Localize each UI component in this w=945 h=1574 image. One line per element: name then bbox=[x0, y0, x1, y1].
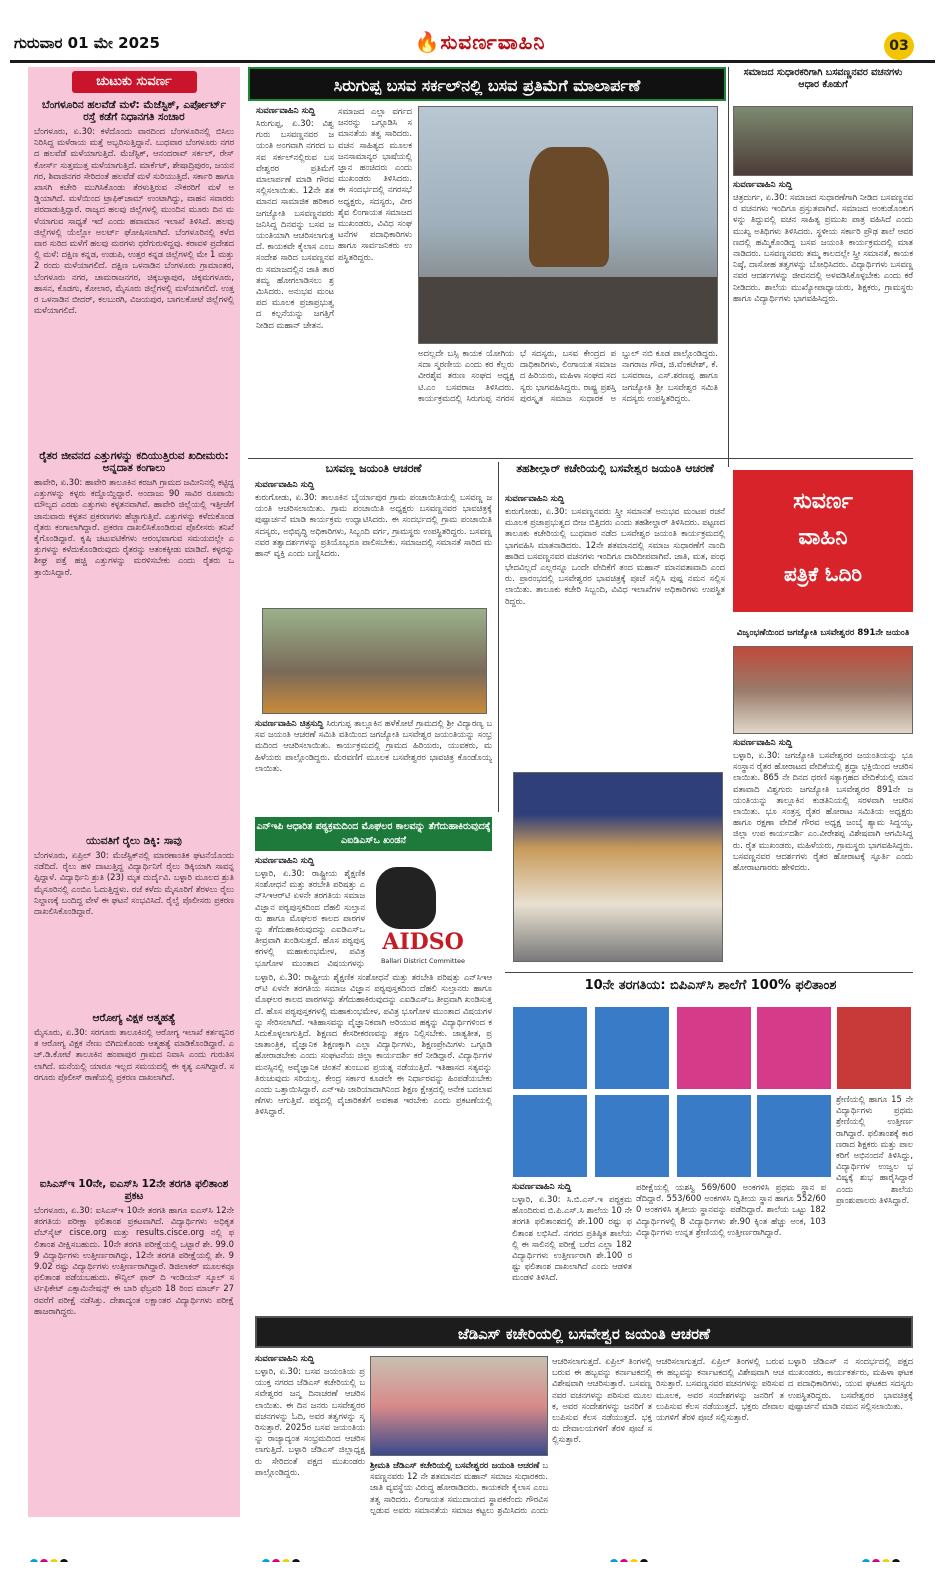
brief-title: ಐಸಿಎಸ್‌ಇ 10ನೇ, ಐಎಸ್‌ಸಿ 12ನೇ ತರಗತಿ ಫಲಿತಾಂಶ ಪ್ರಕಟ bbox=[39, 1178, 229, 1202]
village-celebration-photo bbox=[262, 608, 487, 714]
byline: ಸುವರ್ಣವಾಹಿನಿ ಸುದ್ದಿ bbox=[255, 1354, 315, 1364]
brief-body: ಬೆಂಗಳೂರು, ಏ.30: ಕಳೆದೊಂದು ವಾರದಿಂದ ಬೆಂಗಳೂರಿನಲ್ಲಿ ಬಿಸಿಲು ನಿರಿಸಿದ್ದ ಮಳೆರಾಯ ಮತ್ತೆ ಅಬ್ಬರಿಸುತ್ತಿದ್ದಾನೆ. ಬುಧವಾರ ಬೆಂಗಳೂರು ನಗರದ ಹಲವೆಡೆ ಮಳೆಯಾಗುತ್ತಿದೆ. ಮೆಜೆಸ್ಟಿಕ್, ಆನಂದರಾವ್ ಸರ್ಕಲ್, ರೇಸ್ ಕೋರ್ಸ್ ಸುತ್ತಮುತ್ತ ಮಳೆಯಾಗುತ್ತಿದೆ. ಮಾರ್ಕೆಟ್, ಶೇಷಾದ್ರಿಪುರಂ, ಜಯನಗರ, ಶಿವಾಜಿನಗರ ಸೇರಿದಂತೆ ಹಲವೆಡೆ ಮಳೆ ಸುರಿಯುತ್ತಿದೆ. ಸರ್ಕಾರಿ ಹಾಗೂ ಖಾಸಗಿ ಕಚೇರಿ ಮುಗಿಸಿಕೊಂಡು ತೆರಳುತ್ತಿರುವ ನೌಕರರಿಗೆ ಮಳೆ ಅಡ್ಡಿಯಾಗಿದೆ. ಮಳೆಯಿಂದ ಟ್ರಾಫಿಕ್‌ಜಾಮ್ ಉಂಟಾಗಿದ್ದು, ವಾಹನ ಸವಾರರು ಪರದಾಡುತ್ತಿದ್ದಾರೆ. ರಾಜ್ಯದ ಹಲವು ಜಿಲ್ಲೆಗಳಲ್ಲಿ ಮುಂದಿನ ಮೂರು ದಿನ ಮಳೆಯಾಗುವ ಸಾಧ್ಯತೆ ಇದೆ ಎಂದು ಹವಾಮಾನ ಇಲಾಖೆ ತಿಳಿಸಿದೆ. ಹಲವು ಜಿಲ್ಲೆಗಳಲ್ಲಿ ಯೆಲ್ಲೋ ಅಲರ್ಟ್ ಘೋಷಿಸಲಾಗಿದೆ. ಬೆಂಗಳೂರಿನಲ್ಲಿ ಕಳೆದ ವಾರ ಸುರಿದ ಮಳೆಗೆ ಹಲವು ಮರಗಳು ಧರೆಗುರುಳಿದ್ದವು. ಕರಾವಳಿ ಪ್ರದೇಶದಲ್ಲಿ ಮಳೆ: ದಕ್ಷಿಣ ಕನ್ನಡ, ಉಡುಪಿ, ಉತ್ತರ ಕನ್ನಡ ಜಿಲ್ಲೆಗಳಲ್ಲಿ ಮೇ 1 ಮತ್ತು 2 ರಂದು ಮಳೆಯಾಗಲಿದೆ. ದಕ್ಷಿಣ ಒಳನಾಡಿನ ಬೆಂಗಳೂರು ಗ್ರಾಮಾಂತರ, ಬೆಂಗಳೂರು ನಗರ, ಚಾಮರಾಜನಗರ, ಚಿಕ್ಕಬಳ್ಳಾಪುರ, ಚಿಕ್ಕಮಗಳೂರು, ಹಾಸನ, ಕೊಡಗು, ಕೋಲಾರ, ಮೈಸೂರು ಜಿಲ್ಲೆಗಳಲ್ಲಿ ಮಳೆಯಾಗಲಿದೆ. ಉತ್ತರ ಒಳನಾಡಿನ ಬೀದರ್, ಕಲಬುರಗಿ, ವಿಜಯಪುರ, ಬಾಗಲಕೋಟೆ ಜಿಲ್ಲೆಗಳಲ್ಲಿ ಮಳೆಯಾಗಲಿದೆ. bbox=[34, 126, 234, 316]
tahsildar-title: ತಹಶೀಲ್ದಾರ್ ಕಚೇರಿಯಲ್ಲಿ ಬಸವೇಶ್ವರ ಜಯಂತಿ ಆಚರಣೆ bbox=[516, 462, 714, 475]
tahsildar-body: ಕುರುಗೋಡು, ಏ.30: ಬಸವಣ್ಣನವರು ಸ್ತ್ರೀ ಸಮಾನತೆ ಅನುಭವ ಮಂಟಪ ರಚನೆ ಮೂಲಕ ಪ್ರಜಾಪ್ರಭುತ್ವದ ಬೀಜ ಬಿತ್ತಿದರು ಎಂದು ತಹಶೀಲ್ದಾರ್ ತಿಳಿಸಿದರು. ಪಟ್ಟಣದ ತಾಲೂಕು ಕಚೇರಿಯಲ್ಲಿ ಬುಧವಾರ ನಡೆದ ಬಸವೇಶ್ವರ ಜಯಂತಿ ಕಾರ್ಯಕ್ರಮದಲ್ಲಿ ಭಾಗವಹಿಸಿ ಮಾತನಾಡಿದರು. 12ನೇ ಶತಮಾನದಲ್ಲಿ ಸಮಾಜ ಸುಧಾರಣೆಗೆ ನಾಂದಿ ಹಾಡಿದ ಬಸವಣ್ಣನವರ ವಚನಗಳು ಇಂದಿಗೂ ದಾರಿದೀಪವಾಗಿವೆ. ಜಾತಿ, ಮತ, ಪಂಥ ಭೇದವಿಲ್ಲದೆ ಎಲ್ಲರನ್ನೂ ಒಂದೇ ವೇದಿಕೆಗೆ ತಂದ ಮಹಾನ್ ಮಾನವತಾವಾದಿ ಎಂದರು. ಪ್ರಾರಂಭದಲ್ಲಿ ಬಸವೇಶ್ವರರ ಭಾವಚಿತ್ರಕ್ಕೆ ಪೂಜೆ ಸಲ್ಲಿಸಿ ಪುಷ್ಪ ನಮನ ಸಲ್ಲಿಸಲಾಯಿತು. ತಾಲೂಕು ಕಚೇರಿ ಸಿಬ್ಬಂದಿ, ವಿವಿಧ ಇಲಾಖೆಗಳ ಅಧಿಕಾರಿಗಳು ಉಪಸ್ಥಿತರಿದ್ದರು. bbox=[505, 506, 725, 606]
bpsc-body-col1: ಬಳ್ಳಾರಿ, ಏ.30: ಸಿ.ಬಿ.ಎಸ್.ಇ ಪಠ್ಯಕ್ರಮ ಹೊಂದಿರುವ ಬಿ.ಪಿ.ಎಸ್.ಸಿ ಶಾಲೆಯ 10 ನೇ ತರಗತಿ ಫಲಿತಾಂಶದಲ್ಲಿ ಶೇ.100 ರಷ್ಟು ಫಲಿತಾಂಶ ಲಭಿಸಿದೆ. ನಗರದ ಪ್ರತಿಷ್ಠಿತ ಶಾಲೆಯಲ್ಲಿ ಈ ಸಾಲಿನಲ್ಲಿ ಪರೀಕ್ಷೆ ಬರೆದ ಎಲ್ಲಾ 182 ವಿದ್ಯಾರ್ಥಿಗಳು ಉತ್ತೀರ್ಣರಾಗಿ ಶೇ.100 ರಷ್ಟು ಫಲಿತಾಂಶ ದಾಖಲಾಗಿದೆ ಎಂದು ಆಡಳಿತ ಮಂಡಳಿ ತಿಳಿಸಿದೆ. bbox=[512, 1194, 632, 1283]
aidso-logo-sub: Ballari District Committee bbox=[380, 957, 466, 965]
student-photo bbox=[756, 1006, 832, 1090]
lead-body-col1: ಸಿರುಗುಪ್ಪ, ಏ.30: ವಿಶ್ವ ಗುರು ಬಸವಣ್ಣನವರ ಜಯಂತಿ ಅಂಗವಾಗಿ ನಗರದ ಬಸವ ಸರ್ಕಲ್‌ನಲ್ಲಿರುವ ಬಸವೇಶ್ವರರ ಪ್ರತಿಮೆಗೆ ಮಾಲಾರ್ಪಣೆ ಮಾಡಿ ಗೌರವ ಸಲ್ಲಿಸಲಾಯಿತು. 12ನೇ ಶತಮಾನದ ಸಾಮಾಜಿಕ ಹರಿಕಾರ ಜಗಜ್ಯೋತಿ ಬಸವಣ್ಣನವರು ಜನಿಸಿದ್ದ ದಿನವನ್ನು ಬಸವ ಜಯಂತಿಯಾಗಿ ಆಚರಿಸಲಾಗುತ್ತದೆ. ಕಾಯಕವೇ ಕೈಲಾಸ ಎಂಬ ಸಂದೇಶ ಸಾರಿದ ಬಸವಣ್ಣನವರು ಸಮಾಜದಲ್ಲಿನ ಜಾತಿ ತಾರತಮ್ಯ ಹೋಗಲಾಡಿಸಲು ಶ್ರಮಿಸಿದರು. ಅನುಭವ ಮಂಟಪದ ಮೂಲಕ ಪ್ರಜಾಪ್ರಭುತ್ವದ ಕಲ್ಪನೆಯನ್ನು ಜಗತ್ತಿಗೆ ನೀಡಿದ ಮಹಾನ್ ಚೇತನ. bbox=[256, 118, 334, 330]
student-photo bbox=[512, 1006, 588, 1090]
briefs-badge: ಚುಟುಕು ಸುವರ್ಣ bbox=[72, 71, 197, 93]
byline: ಸುವರ್ಣವಾಹಿನಿ ಸುದ್ದಿ bbox=[256, 106, 316, 116]
ad-line: ಸುವರ್ಣ bbox=[793, 489, 853, 514]
brief-body: ಹಾವೇರಿ, ಏ.30: ಹಾವೇರಿ ತಾಲೂಕಿನ ಕರಜಗಿ ಗ್ರಾಮದ ಜಮೀನಿನಲ್ಲಿ ಕಟ್ಟಿದ್ದ ಎತ್ತುಗಳನ್ನು ಕಳ್ಳರು ಕದ್ದೊಯ್ದಿದ್ದಾರೆ. ಅಂದಾಜು 90 ಸಾವಿರ ರೂಪಾಯಿ ಮೌಲ್ಯದ ಎರಡು ಎತ್ತುಗಳು ಕಳ್ಳತನವಾಗಿವೆ. ಹಾವೇರಿ ಜಿಲ್ಲೆಯಲ್ಲಿ ಇತ್ತೀಚೆಗೆ ಜಾನುವಾರು ಕಳ್ಳತನ ಪ್ರಕರಣಗಳು ಹೆಚ್ಚಾಗುತ್ತಿವೆ. ಎತ್ತುಗಳನ್ನು ಕಳೆದುಕೊಂಡ ರೈತರು ಕಂಗಾಲಾಗಿದ್ದಾರೆ. ಪ್ರಕರಣ ದಾಖಲಿಸಿಕೊಂಡಿರುವ ಪೊಲೀಸರು ತನಿಖೆ ಕೈಗೊಂಡಿದ್ದಾರೆ. ಕೃಷಿ ಚಟುವಟಿಕೆಗಳು ಆರಂಭವಾಗುವ ಸಮಯದಲ್ಲೇ ಎತ್ತುಗಳನ್ನು ಕಳೆದುಕೊಂಡಿರುವುದು ರೈತರನ್ನು ಆತಂಕಕ್ಕೀಡು ಮಾಡಿದೆ. ಕಳ್ಳರನ್ನು ಶೀಘ್ರ ಪತ್ತೆ ಹಚ್ಚಿ ಎತ್ತುಗಳನ್ನು ಮರಳಿಸಬೇಕು ಎಂದು ರೈತರು ಒತ್ತಾಯಿಸಿದ್ದಾರೆ. bbox=[34, 477, 234, 577]
section-rule bbox=[505, 972, 913, 973]
brief-title: ರೈತರ ಜೀವನದ ಎತ್ತುಗಳನ್ನು ಕದಿಯುತ್ತಿರುವ ಖದೀಮರು: ಅನ್ನದಾತ ಕಂಗಾಲು bbox=[39, 450, 229, 474]
aidso-body-intro: ಬಳ್ಳಾರಿ, ಏ.30: ರಾಷ್ಟ್ರೀಯ ಶೈಕ್ಷಣಿಕ ಸಂಶೋಧನೆ ಮತ್ತು ತರಬೇತಿ ಪರಿಷತ್ತು ಎನ್‌ಸಿಇಆರ್‌ಟಿ ಏಳನೇ ತರಗತಿಯ ಸಮಾಜ ವಿಜ್ಞಾನ ಪಠ್ಯಪುಸ್ತಕದಿಂದ ದೆಹಲಿ ಸುಲ್ತಾನರು ಹಾಗೂ ಮೊಘಲರ ಕಾಲದ ಪಾಠಗಳನ್ನು ತೆಗೆದುಹಾಕಿರುವುದನ್ನು ಎಐಡಿಎಸ್‌ಒ ತೀವ್ರವಾಗಿ ಖಂಡಿಸುತ್ತದೆ. ಹೊಸ ಪಠ್ಯಪುಸ್ತಕಗಳಲ್ಲಿ ಮಹಾಕುಂಭಮೇಳ, ಪವಿತ್ರ ಭೂಗೋಳ ಮುಂತಾದ ವಿಷಯಗಳನ್ನು bbox=[255, 868, 365, 968]
bpsc-body-col2: ಪರೀಕ್ಷೆಯಲ್ಲಿ ಯಶಸ್ವಿ 569/600 ಅಂಕಗಳಿಸಿ ಪ್ರಥಮ ಸ್ಥಾನ ಪಡೆದಿದ್ದಾರೆ. 553/600 ಅಂಕಗಳಿಸಿ ದ್ವಿತೀಯ ಸ್ಥಾನ ಹಾಗೂ 552/600 ಅಂಕಗಳಿಸಿ ತೃತೀಯ ಸ್ಥಾನವನ್ನು ಪಡೆದಿದ್ದಾರೆ. ಶಾಲೆಯ ಒಟ್ಟು 182 ವಿದ್ಯಾರ್ಥಿಗಳಲ್ಲಿ 8 ವಿದ್ಯಾರ್ಥಿಗಳು ಶೇ.90 ಕ್ಕಿಂತ ಹೆಚ್ಚು ಅಂಕ, 103 ವಿದ್ಯಾರ್ಥಿಗಳು ಉನ್ನತ ಶ್ರೇಣಿಯಲ್ಲಿ ಉತ್ತೀರ್ಣರಾಗಿದ್ದಾರೆ. bbox=[636, 1182, 826, 1237]
page-number: 03 bbox=[884, 32, 914, 60]
jds-headline: ಜೆಡಿಎಸ್ ಕಚೇರಿಯಲ್ಲಿ ಬಸವೇಶ್ವರ ಜಯಂತಿ ಆಚರಣೆ bbox=[255, 1316, 913, 1348]
lead-headline: ಸಿರುಗುಪ್ಪ ಬಸವ ಸರ್ಕಲ್‌ನಲ್ಲಿ ಬಸವ ಪ್ರತಿಮೆಗೆ ಮಾಲಾರ್ಪಣೆ bbox=[248, 67, 726, 101]
jds-office-photo bbox=[370, 1356, 548, 1456]
registration-marks bbox=[262, 1552, 322, 1562]
statue-shape bbox=[529, 147, 609, 267]
registration-marks bbox=[30, 1552, 90, 1562]
crowd-shape bbox=[419, 277, 718, 344]
aidso-headline: ಎನ್‌ಇಪಿ ಆಧಾರಿತ ಪಠ್ಯಕ್ರಮದಿಂದ ಮೊಘಲರ ಕಾಲವನ್ನು ತೆಗೆದುಹಾಕಿರುವುದಕ್ಕೆ ಎಐಡಿಎಸ್‌ಒ ಖಂಡನೆ bbox=[255, 817, 492, 851]
photo-caption: ಶ್ರೀಮತಿ ಜೆಡಿಎಸ್ ಕಚೇರಿಯಲ್ಲಿ ಬಸವೇಶ್ವರರ ಜಯಂತಿ ಆಚರಣೆ bbox=[370, 1460, 540, 1470]
student-photo bbox=[756, 1094, 832, 1178]
jds-body-col1: ಬಳ್ಳಾರಿ, ಏ.30: ಬಸವ ಜಯಂತಿಯ ಪ್ರಯುಕ್ತ ನಗರದ ಜೆಡಿಎಸ್ ಕಚೇರಿಯಲ್ಲಿ ಬಸವೇಶ್ವರರ ಜನ್ಮ ದಿನಾಚರಣೆ ಆಚರಿಸಲಾಯಿತು. ಈ ದಿನ ಜನರು ಬಸವೇಶ್ವರರ ವಚನಗಳನ್ನು ಓದಿ, ಅವರ ತತ್ವಗಳನ್ನು ಸ್ಮರಿಸುತ್ತಾರೆ. 2025ರ ಬಸವ ಜಯಂತಿಯನ್ನು ರಾಜ್ಯಾದ್ಯಂತ ಸಂಭ್ರಮದಿಂದ ಆಚರಿಸಲಾಗುತ್ತಿದೆ. ಬಳ್ಳಾರಿ ಜೆಡಿಎಸ್ ಜಿಲ್ಲಾಧ್ಯಕ್ಷರು ಸೇರಿದಂತೆ ಪಕ್ಷದ ಮುಖಂಡರು ಪಾಲ್ಗೊಂಡಿದ್ದರು. bbox=[255, 1366, 365, 1477]
jds-body-col2 bbox=[370, 1460, 548, 1518]
photo-body: ಸಿರುಗುಪ್ಪ ತಾಲ್ಲೂಕಿನ ಹಳೆಕೋಟೆ ಗ್ರಾಮದಲ್ಲಿ ಶ್ರೀ ವಿದ್ಯಾರಣ್ಯ ಬಸವ ಜಯಂತಿ ಆಚರಣೆ ಸಮಿತಿ ವತಿಯಿಂದ ಜಗಜ್ಯೋತಿ ಬಸವೇಶ್ವರ ಜಯಂತಿಯನ್ನು ಸಂಭ್ರಮದಿಂದ ಆಚರಿಸಲಾಯಿತು. ಕಾರ್ಯಕ್ರಮದಲ್ಲಿ ಗ್ರಾಮದ ಹಿರಿಯರು, ಯುವಕರು, ಮಹಿಳೆಯರು ಪಾಲ್ಗೊಂಡಿದ್ದರು. ಮೆರವಣಿಗೆ ಮೂಲಕ ಬಸವೇಶ್ವರರ ಭಾವಚಿತ್ರ ಕೊಂಡೊಯ್ಯಲಾಯಿತು. bbox=[255, 718, 492, 773]
bpsc-body-col3: ಶ್ರೇಣಿಯಲ್ಲಿ ಹಾಗೂ 15 ನೇ ವಿದ್ಯಾರ್ಥಿಗಳು ಪ್ರಥಮ ಶ್ರೇಣಿಯಲ್ಲಿ ಉತ್ತೀರ್ಣರಾಗಿದ್ದಾರೆ. ಫಲಿತಾಂಶಕ್ಕೆ ಕಾರಣರಾದ ಶಿಕ್ಷಕರು ಮತ್ತು ಪಾಲಕರಿಗೆ ಅಭಿನಂದನೆ ತಿಳಿಸಿದ್ದು, ವಿದ್ಯಾರ್ಥಿಗಳ ಉಜ್ವಲ ಭವಿಷ್ಯಕ್ಕೆ ಶುಭ ಹಾರೈಸಿದ್ದಾರೆ ಎಂದು ಶಾಲೆಯ ಪ್ರಾಂಶುಪಾಲರು ತಿಳಿಸಿದ್ದಾರೆ. bbox=[836, 1094, 913, 1205]
section-rule bbox=[248, 458, 913, 459]
ad-line: ಪತ್ರಿಕೆ ಓದಿರಿ bbox=[784, 562, 862, 586]
student-photo bbox=[594, 1006, 670, 1090]
brief-body: ಮೈಸೂರು, ಏ.30: ಸರಗೂರು ತಾಲೂಕಿನಲ್ಲಿ ಆರೋಗ್ಯ ಇಲಾಖೆ ಕರ್ತವ್ಯನಿರತ ಆರೋಗ್ಯ ವಿಕ್ಷಕ ನೇಣು ಬಿಗಿದುಕೊಂಡು ಆತ್ಮಹತ್ಯೆ ಮಾಡಿಕೊಂಡಿದ್ದಾರೆ. ಎಚ್.ಡಿ.ಕೋಟೆ ತಾಲೂಕಿನ ಹಂಪಾಪುರ ಗ್ರಾಮದ ನಿವಾಸಿ ಎಂದು ಗುರುತಿಸಲಾಗಿದೆ. ಮನೆಯಲ್ಲಿ ಯಾರೂ ಇಲ್ಲದ ಸಮಯದಲ್ಲಿ ಈ ಕೃತ್ಯ ಎಸಗಿದ್ದಾರೆ. ಸರಗೂರು ಪೊಲೀಸ್ ಠಾಣೆಯಲ್ಲಿ ಪ್ರಕರಣ ದಾಖಲಾಗಿದೆ. bbox=[34, 1027, 234, 1082]
student-photo bbox=[594, 1094, 670, 1178]
student-photo bbox=[836, 1006, 912, 1090]
logo-text: ಸುವರ್ಣವಾಹಿನಿ bbox=[440, 30, 546, 54]
jayanti-891-title: ವಿಜೃಂಭಣೆಯಿಂದ ಜಗಜ್ಯೋತಿ ಬಸವೇಶ್ವರರ 891ನೇ ಜಯಂತಿ bbox=[736, 628, 910, 638]
basavanna-jayanti-body: ಕುರುಗೋಡು, ಏ.30: ತಾಲೂಕಿನ ಬೈರ್ಯಾಪುರ ಗ್ರಾಮ ಪಂಚಾಯಿತಿಯಲ್ಲಿ ಬಸವಣ್ಣ ಜಯಂತಿ ಆಚರಿಸಲಾಯಿತು. ಗ್ರಾಮ ಪಂಚಾಯಿತಿ ಅಧ್ಯಕ್ಷರು ಬಸವಣ್ಣನವರ ಭಾವಚಿತ್ರಕ್ಕೆ ಪುಷ್ಪಾರ್ಚನೆ ಮಾಡಿ ಕಾರ್ಯಕ್ರಮ ಉದ್ಘಾಟಿಸಿದರು. ಈ ಸಂದರ್ಭದಲ್ಲಿ ಗ್ರಾಮ ಪಂಚಾಯಿತಿ ಸದಸ್ಯರು, ಅಭಿವೃದ್ಧಿ ಅಧಿಕಾರಿಗಳು, ಸಿಬ್ಬಂದಿ ವರ್ಗ, ಗ್ರಾಮಸ್ಥರು ಉಪಸ್ಥಿತರಿದ್ದರು. ಬಸವಣ್ಣನವರ ತತ್ವಾದರ್ಶಗಳನ್ನು ಪ್ರತಿಯೊಬ್ಬರೂ ಪಾಲಿಸಬೇಕು. ಸಮಾಜದಲ್ಲಿ ಸಮಾನತೆ ಸಾರಿದ ಮಹಾನ್ ವ್ಯಕ್ತಿ ಎಂದು ಬಣ್ಣಿಸಿದರು. bbox=[255, 492, 492, 559]
registration-marks bbox=[610, 1552, 670, 1562]
jds-body-col5: ಬಳ್ಳಾರಿ ಜೆಡಿಎಸ್ ನ ಸಂದರ್ಭದಲ್ಲಿ ಪಕ್ಷದ ಮುಖಂಡರು, ಕಾರ್ಯಕರ್ತರು, ಮಹಿಳಾ ಘಟಕದ ಪದಾಧಿಕಾರಿಗಳು, ಯುವ ಘಟಕದ ಸದಸ್ಯರು ಉಪಸ್ಥಿತರಿದ್ದರು. ಬಸವೇಶ್ವರರ ಭಾವಚಿತ್ರಕ್ಕೆ ಪುಷ್ಪಾರ್ಚನೆ ಮಾಡಿ ನಮನ ಸಲ್ಲಿಸಲಾಯಿತು. bbox=[788, 1356, 913, 1411]
ad-line: ವಾಹಿನಿ bbox=[798, 525, 848, 550]
column-rule bbox=[728, 67, 729, 467]
briefs-column bbox=[28, 67, 240, 1517]
tahsildar-office-photo bbox=[513, 772, 723, 962]
byline: ಸುವರ್ಣವಾಹಿನಿ ಸುದ್ದಿ bbox=[505, 494, 565, 504]
jayanti-891-body: ಬಳ್ಳಾರಿ, ಏ.30: ಜಗಜ್ಯೋತಿ ಬಸವೇಶ್ವರರ ಜಯಂತಿಯನ್ನು ಭೂ ಸಂಸ್ಥಾನ ರೈತರ ಹೋರಾಟದ ವೇದಿಕೆಯಲ್ಲಿ ಶ್ರದ್ಧಾ ಭಕ್ತಿಯಿಂದ ಆಚರಿಸಲಾಯಿತು. 865 ನೇ ದಿನದ ಧರಣಿ ಸತ್ಯಾಗ್ರಹದ ವೇದಿಕೆಯಲ್ಲಿ ಮಾನವತಾವಾದಿ ವಿಶ್ವಗುರು ಜಗಜ್ಯೋತಿ ಬಸವೇಶ್ವರರ 891ನೇ ಜಯಂತಿಯನ್ನು ತಾಲ್ಲೂಕಿನ ಕುಡತಿನಿಯಲ್ಲಿ ಸರಳವಾಗಿ ಆಚರಿಸಲಾಯಿತು. ಭೂ ಸಂತ್ರಸ್ತ ರೈತರ ಹೋರಾಟ ಸಮಿತಿಯ ಅಧ್ಯಕ್ಷರು ಹಾಗೂ ರಕ್ಷಣಾ ವೇದಿಕೆ ಗೌರವ ಅಧ್ಯಕ್ಷ ಜಂಬೈ ಶ್ಯಾಮ ಸಿದ್ದಯ್ಯ, ಜಿಲ್ಲಾ ಉಪ ಕಾರ್ಯದರ್ಶಿ ಎಂ.ವೀರೇಶಪ್ಪ ವಿಶೇಷವಾಗಿ ಆಗಮಿಸಿದ್ದರು. ರೈತ ಮುಖಂಡರು, ಮಹಿಳೆಯರು, ಗ್ರಾಮಸ್ಥರು ಭಾಗವಹಿಸಿದ್ದರು. ಬಸವಣ್ಣನವರ ಆದರ್ಶಗಳು ರೈತರ ಹೋರಾಟಕ್ಕೆ ಸ್ಫೂರ್ತಿ ಎಂದು ಹೋರಾಟಗಾರರು ಹೇಳಿದರು. bbox=[733, 750, 913, 873]
basavanna-jayanti-title: ಬಸವಣ್ಣ ಜಯಂತಿ ಆಚರಣೆ bbox=[325, 462, 422, 475]
photo-caption: ಸುವರ್ಣವಾಹಿನಿ ಚಿತ್ರಸುದ್ದಿ bbox=[255, 718, 324, 728]
aidso-logo-word: AIDSO bbox=[382, 929, 464, 955]
byline: ಸುವರ್ಣವಾಹಿನಿ ಸುದ್ದಿ bbox=[255, 480, 315, 490]
farmers-protest-photo bbox=[733, 646, 913, 734]
byline: ಸುವರ್ಣವಾಹಿನಿ ಸುದ್ದಿ bbox=[733, 180, 793, 190]
jds-body-col4: ಆಚರಿಸಲಾಗುತ್ತದೆ. ಏಪ್ರಿಲ್ ತಿಂಗಳಲ್ಲಿ ಬರುವ ಈ ಹಬ್ಬವನ್ನು ಕರ್ನಾಟಕದಲ್ಲಿ ವಿಶೇಷವಾಗಿ ಆಚರಿಸುತ್ತಾರೆ. ಬಸವಣ್ಣನವರ ವಚನಗಳನ್ನು ಪಠಿಸುವ ಮೂಲಕ, ಅವರ ಸಂದೇಶಗಳನ್ನು ಜನರಿಗೆ ತಲುಪಿಸುವ ಕೆಲಸ ನಡೆಯುತ್ತದೆ. ಭಕ್ತರು ದೇವಾಲಯಗಳಿಗೆ ತೆರಳಿ ಪೂಜೆ ಸಲ್ಲಿಸುತ್ತಾರೆ. bbox=[656, 1356, 784, 1423]
byline: ಸುವರ್ಣವಾಹಿನಿ ಸುದ್ದಿ bbox=[255, 856, 315, 866]
newspaper-logo bbox=[380, 30, 580, 56]
village-photo-news bbox=[255, 718, 492, 810]
brief-body: ಬೆಂಗಳೂರು, ಏ.30: ಐಸಿಎಸ್‌ಇ 10ನೇ ತರಗತಿ ಹಾಗೂ ಐಎಸ್‌ಸಿ 12ನೇ ತರಗತಿಯ ಪರೀಕ್ಷಾ ಫಲಿತಾಂಶ ಪ್ರಕಟವಾಗಿದೆ. ವಿದ್ಯಾರ್ಥಿಗಳು ಅಧಿಕೃತ ವೆಬ್‌ಸೈಟ್ cisce.org ಮತ್ತು results.cisce.org ನಲ್ಲಿ ಫಲಿತಾಂಶ ವೀಕ್ಷಿಸಬಹುದು. 10ನೇ ತರಗತಿ ಪರೀಕ್ಷೆಯಲ್ಲಿ ಒಟ್ಟಾರೆ ಶೇ. 99.09 ವಿದ್ಯಾರ್ಥಿಗಳು ಉತ್ತೀರ್ಣರಾಗಿದ್ದು, 12ನೇ ತರಗತಿ ಪರೀಕ್ಷೆಯಲ್ಲಿ ಶೇ. 99.02 ರಷ್ಟು ವಿದ್ಯಾರ್ಥಿಗಳು ಉತ್ತೀರ್ಣರಾಗಿದ್ದಾರೆ. ಡಿಜಿಲಾಕರ್ ಮೂಲಕವೂ ಫಲಿತಾಂಶ ಪಡೆಯಬಹುದು. ಕೌನ್ಸಿಲ್ ಫಾರ್ ದಿ ಇಂಡಿಯನ್ ಸ್ಕೂಲ್ ಸರ್ಟಿಫಿಕೇಟ್ ಎಕ್ಸಾಮಿನೇಷನ್ಸ್ ಈ ಬಾರಿ ಫೆಬ್ರವರಿ 18 ರಿಂದ ಮಾರ್ಚ್ 27 ರವರೆಗೆ ಪರೀಕ್ಷೆ ನಡೆಸಿತ್ತು. ದೇಶಾದ್ಯಂತ ಲಕ್ಷಾಂತರ ವಿದ್ಯಾರ್ಥಿಗಳು ಪರೀಕ್ಷೆ ಹಾಜರಾಗಿದ್ದರು. bbox=[34, 1205, 234, 1316]
issue-date: ಗುರುವಾರ 01 ಮೇ 2025 bbox=[14, 34, 160, 52]
brief-body: ಬೆಂಗಳೂರು, ಏಪ್ರಿಲ್ 30: ಮೆಜೆಸ್ಟಿಕ್‌ನಲ್ಲಿ ಮಾರಣಾಂತಿಕ ಘಟನೆಯೊಂದು ನಡೆದಿದೆ. ರೈಲು ಹಳಿ ದಾಟುತ್ತಿದ್ದ ವಿದ್ಯಾರ್ಥಿನಿಗೆ ರೈಲು ಡಿಕ್ಕಿಯಾಗಿ ಸಾವನ್ನಪ್ಪಿದ್ದಾಳೆ. ವಿದ್ಯಾರ್ಥಿನಿ ಶ್ರುತಿ (23) ಮೃತ ದುರ್ದೈವಿ. ಬಳ್ಳಾರಿ ಮೂಲದ ಶ್ರುತಿ ಮೈಸೂರಿನಲ್ಲಿ ಎಂಬಿಎ ಓದುತ್ತಿದ್ದಳು. ರಜೆ ಕಳೆದು ಮೈಸೂರಿಗೆ ತೆರಳಲು ರೈಲು ನಿಲ್ದಾಣಕ್ಕೆ ಬಂದಿದ್ದ ವೇಳೆ ಈ ಘಟನೆ ಸಂಭವಿಸಿದೆ. ರೈಲ್ವೆ ಪೊಲೀಸರು ಪ್ರಕರಣ ದಾಖಲಿಸಿಕೊಂಡಿದ್ದಾರೆ. bbox=[34, 850, 234, 917]
jds-col2-text: ಬಸವಣ್ಣನವರು 12 ನೇ ಶತಮಾನದ ಮಹಾನ್ ಸಮಾಜ ಸುಧಾರಕರು. ಜಾತಿ ವ್ಯವಸ್ಥೆಯ ವಿರುದ್ಧ ಹೋರಾಡಿದರು. ಕಾಯಕವೇ ಕೈಲಾಸ ಎಂಬ ತತ್ವ ಸಾರಿದರು. ಲಿಂಗಾಯತ ಸಮುದಾಯದ ಸ್ಥಾಪಕರೆಂದು ಗೌರವಿಸಲ್ಪಡುವ ಅವರು ಸಮಾನತೆಯ ಸಮಾಜ ಕಟ್ಟಲು ಶ್ರಮಿಸಿದರು ಎಂದು bbox=[370, 1460, 548, 1515]
students-gathering-photo bbox=[733, 106, 913, 176]
social-reformer-title: ಸಮಾಜದ ಸುಧಾರಕರಿಗಾಗಿ ಬಸವಣ್ಣನವರ ವಚನಗಳು ಆಧಾರ ಕೊಡುಗೆ bbox=[743, 67, 903, 90]
lead-body-below: ಅದಲ್ಲದೇ ಬಸ್ಸಿ ಕಾಯಕ ಯೋಗಿಯ ಸದಾ ಸ್ಮರಣೀಯ ಎಂದು ಕರ ಕೆಲ್ಲರು ವೀರಶೈವ ತರುಣ ಸಂಘದ ಅಧ್ಯಕ್ಷ ಟಿ.ಎಂ ಬಸವರಾಜ ತಿಳಿಸಿದರು. ಕಾರ್ಯಕ್ರಮದಲ್ಲಿ ಸಿರುಗುಪ್ಪ ನಗರಸಭೆ ಸದಸ್ಯರು, ಬಸವ ಕೇಂದ್ರದ ಪದಾಧಿಕಾರಿಗಳು, ಲಿಂಗಾಯತ ಸಮಾಜದ ಹಿರಿಯರು, ಮಹಿಳಾ ಸಂಘದ ಸದಸ್ಯರು ಭಾಗವಹಿಸಿದ್ದರು. ರಾಷ್ಟ್ರ ಪ್ರಶಸ್ತಿ ಪುರಸ್ಕೃತ ಸಮಾಜ ಸುಧಾರಕ ಅಬ್ದುಲ್ ನಬಿ ಕೂಡ ಪಾಲ್ಗೊಂಡಿದ್ದರು. ನಾಗರಾಜ ಗೌಡ, ಜಿ.ವೆಂಕಟೇಶ್, ಕೆ.ಬಸವರಾಜ, ಎಸ್.ಶರಣಪ್ಪ ಹಾಗೂ ಜಗಜ್ಯೋತಿ ಶ್ರೀ ಬಸವೇಶ್ವರ ಸಮಿತಿ ಸದಸ್ಯರು ಉಪಸ್ಥಿತರಿದ್ದರು. bbox=[418, 348, 718, 403]
byline: ಸುವರ್ಣವಾಹಿನಿ ಸುದ್ದಿ bbox=[512, 1182, 572, 1192]
brief-title: ಆರೋಗ್ಯ ವಿಕ್ಷಕ ಆತ್ಮಹತ್ಯೆ bbox=[92, 1012, 176, 1024]
byline: ಸುವರ್ಣವಾಹಿನಿ ಸುದ್ದಿ bbox=[733, 738, 793, 748]
statue-garland-photo bbox=[418, 106, 718, 344]
lead-body-col2: ಸಮಾಜದ ಎಲ್ಲಾ ವರ್ಗದ ಜನರನ್ನು ಒಗ್ಗೂಡಿಸಿ ಸಮಾನತೆಯ ತತ್ವ ಸಾರಿದರು. ವಚನ ಸಾಹಿತ್ಯದ ಮೂಲಕ ಜನಸಾಮಾನ್ಯರ ಭಾಷೆಯಲ್ಲಿ ಜ್ಞಾನ ಹಂಚಿದರು ಎಂದು ಮುಖಂಡರು ತಿಳಿಸಿದರು. ಈ ಸಂದರ್ಭದಲ್ಲಿ ನಗರಸಭೆ ಅಧ್ಯಕ್ಷರು, ಸದಸ್ಯರು, ವೀರಶೈವ ಲಿಂಗಾಯತ ಸಮಾಜದ ಮುಖಂಡರು, ವಿವಿಧ ಸಂಘಟನೆಗಳ ಪದಾಧಿಕಾರಿಗಳು ಹಾಗೂ ಸಾರ್ವಜನಿಕರು ಉಪಸ್ಥಿತರಿದ್ದರು. bbox=[338, 106, 412, 262]
student-photo bbox=[512, 1094, 588, 1178]
brief-title: ಬೆಂಗಳೂರಿನ ಹಲವೆಡೆ ಮಳೆ: ಮೆಜೆಸ್ಟಿಕ್, ಎರ್ಪೋರ್ಟ್ ರಸ್ತೆ ಕಡೆಗೆ ನಿಧಾನಗತಿ ಸಂಚಾರ bbox=[42, 99, 226, 123]
social-reformer-body: ಚಿತ್ರದುರ್ಗ, ಏ.30: ಸಮಾಜದ ಸುಧಾರಣೆಗಾಗಿ ನೀಡಿದ ಬಸವಣ್ಣನವರ ವಚನಗಳು ಇಂದಿಗೂ ಪ್ರಸ್ತುತವಾಗಿವೆ. ಸಮಾಜದ ಅಂಕುಡೊಂಕುಗಳನ್ನು ತಿದ್ದುವಲ್ಲಿ ವಚನ ಸಾಹಿತ್ಯ ಪ್ರಮುಖ ಪಾತ್ರ ವಹಿಸಿದೆ ಎಂದು ಮುಖ್ಯ ಅತಿಥಿಗಳು ತಿಳಿಸಿದರು. ಸ್ಥಳೀಯ ಸರ್ಕಾರಿ ಪ್ರೌಢ ಶಾಲೆ ಆವರಣದಲ್ಲಿ ಹಮ್ಮಿಕೊಂಡಿದ್ದ ಬಸವ ಜಯಂತಿ ಕಾರ್ಯಕ್ರಮದಲ್ಲಿ ಮಾತನಾಡಿದರು. ಬಸವಣ್ಣನವರು ತಮ್ಮ ಕಾಲದಲ್ಲೇ ಸ್ತ್ರೀ ಸಮಾನತೆ, ಕಾಯಕ ನಿಷ್ಠೆ, ದಾಸೋಹ ತತ್ವಗಳನ್ನು ಬೋಧಿಸಿದರು. ವಿದ್ಯಾರ್ಥಿಗಳು ಬಸವಣ್ಣನವರ ಆದರ್ಶಗಳನ್ನು ಜೀವನದಲ್ಲಿ ಅಳವಡಿಸಿಕೊಳ್ಳಬೇಕು ಎಂದು ಕರೆ ನೀಡಿದರು. ಶಾಲೆಯ ಮುಖ್ಯೋಪಾಧ್ಯಾಯರು, ಶಿಕ್ಷಕರು, ಗ್ರಾಮಸ್ಥರು ಹಾಗೂ ವಿದ್ಯಾರ್ಥಿಗಳು ಭಾಗವಹಿಸಿದ್ದರು. bbox=[733, 192, 913, 303]
student-photo bbox=[676, 1006, 752, 1090]
subscribe-ad bbox=[733, 470, 913, 612]
masthead-rule bbox=[10, 60, 935, 63]
student-photo bbox=[676, 1094, 752, 1178]
jds-body-col3: ಆಚರಿಸಲಾಗುತ್ತದೆ. ಏಪ್ರಿಲ್ ತಿಂಗಳಲ್ಲಿ ಬರುವ ಈ ಹಬ್ಬವನ್ನು ಕರ್ನಾಟಕದಲ್ಲಿ ವಿಶೇಷವಾಗಿ ಆಚರಿಸುತ್ತಾರೆ. ಬಸವಣ್ಣನವರ ವಚನಗಳನ್ನು ಪಠಿಸುವ ಮೂಲಕ, ಅವರ ಸಂದೇಶಗಳನ್ನು ಜನರಿಗೆ ತಲುಪಿಸುವ ಕೆಲಸ ನಡೆಯುತ್ತದೆ. ಭಕ್ತರು ದೇವಾಲಯಗಳಿಗೆ ತೆರಳಿ ಪೂಜೆ ಸಲ್ಲಿಸುತ್ತಾರೆ. bbox=[552, 1356, 652, 1445]
aidso-body: ಬಳ್ಳಾರಿ, ಏ.30: ರಾಷ್ಟ್ರೀಯ ಶೈಕ್ಷಣಿಕ ಸಂಶೋಧನೆ ಮತ್ತು ತರಬೇತಿ ಪರಿಷತ್ತು ಎನ್‌ಸಿಇಆರ್‌ಟಿ ಏಳನೇ ತರಗತಿಯ ಸಮಾಜ ವಿಜ್ಞಾನ ಪಠ್ಯಪುಸ್ತಕದಿಂದ ದೆಹಲಿ ಸುಲ್ತಾನರು ಹಾಗೂ ಮೊಘಲರ ಕಾಲದ ಪಾಠಗಳನ್ನು ತೆಗೆದುಹಾಕಿರುವುದನ್ನು ಎಐಡಿಎಸ್‌ಒ ತೀವ್ರವಾಗಿ ಖಂಡಿಸುತ್ತದೆ. ಹೊಸ ಪಠ್ಯಪುಸ್ತಕಗಳಲ್ಲಿ ಮಹಾಕುಂಭಮೇಳ, ಪವಿತ್ರ ಭೂಗೋಳ ಮುಂತಾದ ವಿಷಯಗಳನ್ನು ಸೇರಿಸಲಾಗಿದೆ. ಇತಿಹಾಸವನ್ನು ವೈಜ್ಞಾನಿಕವಾಗಿ ಅರಿಯುವ ಹಕ್ಕನ್ನು ವಿದ್ಯಾರ್ಥಿಗಳಿಂದ ಕಸಿದುಕೊಳ್ಳಲಾಗುತ್ತಿದೆ. ಶಿಕ್ಷಣದ ಕೇಸರೀಕರಣವನ್ನು ತಕ್ಷಣ ನಿಲ್ಲಿಸಬೇಕು. ಜಾತ್ಯತೀತ, ಪ್ರಜಾತಾಂತ್ರಿಕ, ವೈಜ್ಞಾನಿಕ ಶಿಕ್ಷಣಕ್ಕಾಗಿ ಎಲ್ಲಾ ವಿದ್ಯಾರ್ಥಿಗಳು, ಶಿಕ್ಷಣಪ್ರೇಮಿಗಳು ಒಗ್ಗೂಡಿ ಹೋರಾಡಬೇಕು ಎಂದು ಸಂಘಟನೆಯ ಜಿಲ್ಲಾ ಕಾರ್ಯದರ್ಶಿ ಕರೆ ನೀಡಿದ್ದಾರೆ. ವಿದ್ಯಾರ್ಥಿಗಳ ಮನಸ್ಸಿನಲ್ಲಿ ಅವೈಜ್ಞಾನಿಕ ಚಿಂತನೆ ತುಂಬುವ ಪ್ರಯತ್ನ ನಡೆಯುತ್ತಿದೆ. ಇತಿಹಾಸದ ಸತ್ಯವನ್ನು ತಿರುಚುವುದು ಸರಿಯಲ್ಲ. ಕೇಂದ್ರ ಸರ್ಕಾರ ಕೂಡಲೇ ಈ ನಿರ್ಧಾರವನ್ನು ಹಿಂಪಡೆಯಬೇಕು ಎಂದು ಒತ್ತಾಯಿಸಿದ್ದಾರೆ. ಎನ್‌ಇಪಿ ಜಾರಿಯಾದಾಗಿನಿಂದ ಶಿಕ್ಷಣ ಕ್ಷೇತ್ರದಲ್ಲಿ ಅನೇಕ ಬದಲಾವಣೆಗಳು ಆಗುತ್ತಿವೆ. ಪಠ್ಯದಲ್ಲಿ ವೈಚಾರಿಕತೆಗೆ ಅವಕಾಶ ಇರಬೇಕು ಎಂದು ಪ್ರಕಟಣೆಯಲ್ಲಿ ತಿಳಿಸಿದ್ದಾರೆ. bbox=[255, 972, 492, 1117]
bpsc-result-title: 10ನೇ ತರಗತಿಯ: ಬಿಪಿಎಸ್‌ಸಿ ಶಾಲೆಗೆ 100% ಫಲಿತಾಂಶ bbox=[584, 978, 837, 993]
fist-icon bbox=[376, 867, 436, 929]
flame-icon: 🔥 bbox=[414, 30, 441, 54]
registration-marks bbox=[862, 1552, 922, 1562]
column-rule bbox=[498, 462, 499, 812]
brief-title: ಯುವತಿಗೆ ರೈಲು ಡಿಕ್ಕಿ: ಸಾವು bbox=[86, 835, 182, 847]
aidso-logo bbox=[368, 867, 488, 967]
